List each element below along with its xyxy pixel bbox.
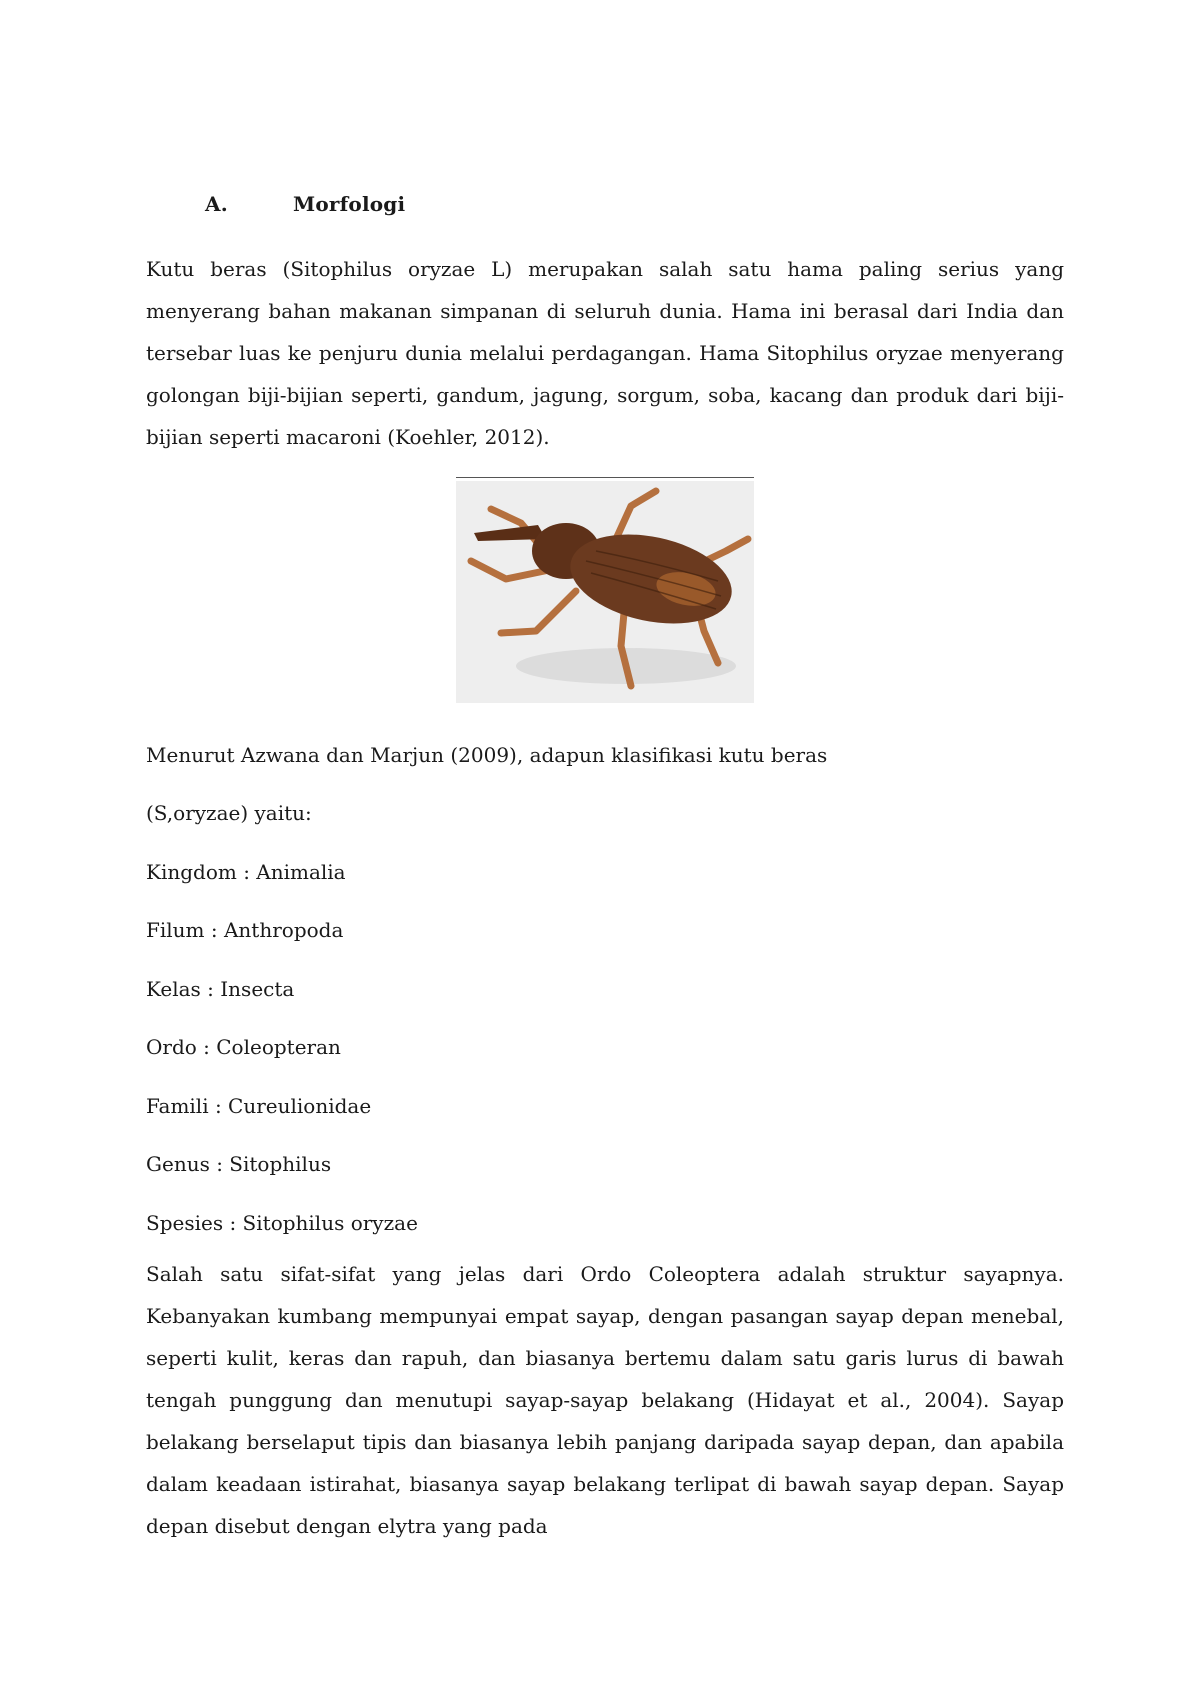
paragraph-intro: Kutu beras (Sitophilus oryzae L) merupakan salah satu hama paling serius yang menyerang bahan makanan simpanan di seluruh dunia. Hama ini berasal dari India dan tersebar luas ke penjuru dunia melalui perdagangan. Hama Sitophilus oryzae menyerang golongan biji-bijian seperti, gandum, jagung, sorgum, soba, kacang dan produk dari biji-bijian seperti macaroni (Koehler, 2012). — [146, 257, 1064, 449]
classification-spesies: Spesies : Sitophilus oryzae — [146, 1211, 418, 1235]
weevil-figure — [456, 477, 754, 703]
classification-famili: Famili : Cureulionidae — [146, 1094, 372, 1118]
rice-weevil-photo-icon — [456, 481, 754, 703]
classification-kelas: Kelas : Insecta — [146, 977, 295, 1001]
classification-filum: Filum : Anthropoda — [146, 918, 344, 942]
classification-kingdom: Kingdom : Animalia — [146, 860, 346, 884]
paragraph-coleoptera: Salah satu sifat-sifat yang jelas dari Ordo Coleoptera adalah struktur sayapnya. Kebanyakan kumbang mempunyai empat sayap, dengan pasangan sayap depan menebal, seperti kulit, keras dan rapuh, dan biasanya bertemu dalam satu garis lurus di bawah tengah punggung dan menutupi sayap-sayap belakang (Hidayat et al., 2004). Sayap belakang berselaput tipis dan biasanya lebih panjang daripada sayap depan, dan apabila dalam keadaan istirahat, biasanya sayap belakang terlipat di bawah sayap depan. Sayap depan disebut dengan elytra yang pada — [146, 1262, 1064, 1538]
section-number: A. — [205, 192, 228, 216]
classification-intro-line-1: Menurut Azwana dan Marjun (2009), adapun klasifikasi kutu beras — [146, 743, 828, 767]
section-title: Morfologi — [293, 192, 406, 216]
figure-top-rule — [456, 477, 754, 478]
classification-genus: Genus : Sitophilus — [146, 1152, 332, 1176]
section-heading — [205, 192, 405, 216]
classification-intro-line-2: (S,oryzae) yaitu: — [146, 801, 312, 825]
classification-ordo: Ordo : Coleopteran — [146, 1035, 341, 1059]
